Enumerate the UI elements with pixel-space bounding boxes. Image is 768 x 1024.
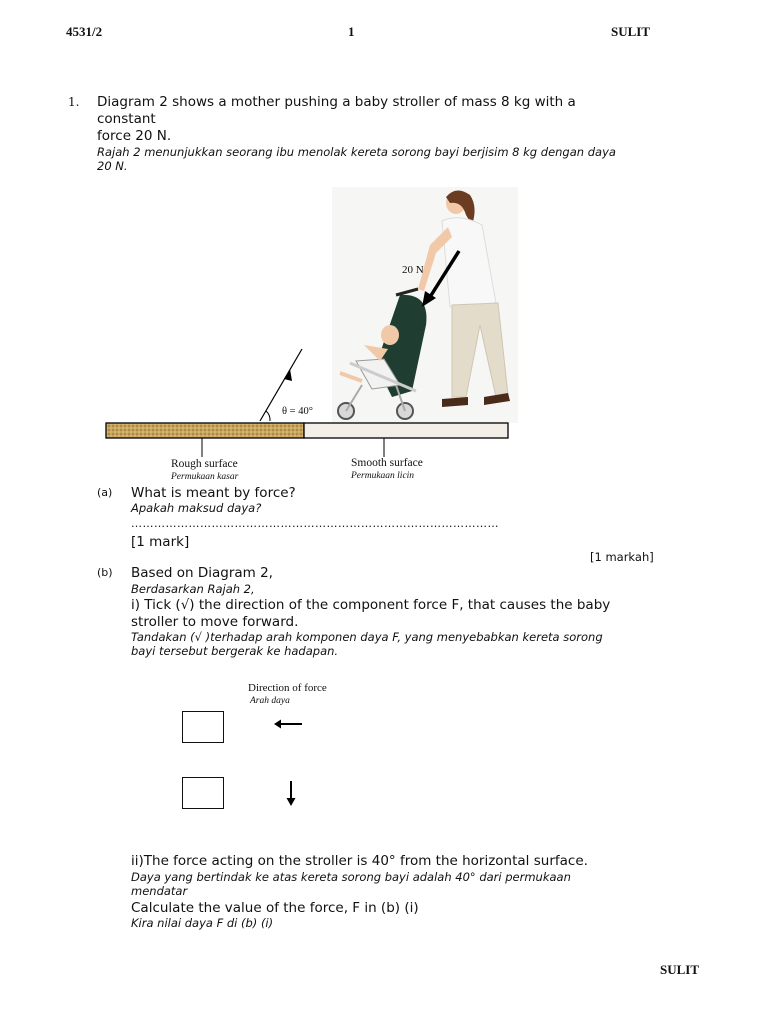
part-b-i-line-1: i) Tick (√) the direction of the component force F, that causes the baby — [131, 597, 611, 613]
tick-box-left[interactable] — [182, 711, 224, 743]
arrow-down-icon — [284, 780, 298, 808]
part-a-question: What is meant by force? — [131, 485, 296, 501]
diagram-stroller — [100, 185, 520, 485]
part-b-line-1: Based on Diagram 2, — [131, 565, 273, 581]
tick-box-down[interactable] — [182, 777, 224, 809]
footer-sulit: SULIT — [660, 962, 700, 977]
intro-line-1: Diagram 2 shows a mother pushing a baby stroller of mass 8 kg with a — [97, 94, 576, 110]
part-b-ii-malay-line-1: Daya yang bertindak ke atas kereta sorong bayi adalah 40° dari permukaan — [131, 870, 571, 884]
part-a-answer-line[interactable]: …………………………………………………………………………………… — [131, 517, 499, 530]
smooth-surface — [304, 423, 508, 438]
part-a-label: (a) — [97, 486, 113, 499]
part-b-label: (b) — [97, 566, 113, 579]
part-b-ii-line-1: ii)The force acting on the stroller is 40° from the horizontal surface. — [131, 853, 588, 869]
force-label: 20 N — [402, 264, 424, 276]
intro-line-2: constant — [97, 111, 156, 127]
part-a-question-malay: Apakah maksud daya? — [131, 501, 262, 515]
rough-surface-label-malay: Permukaan kasar — [171, 472, 239, 482]
rough-surface-label: Rough surface — [171, 458, 238, 470]
smooth-surface-label: Smooth surface — [351, 457, 423, 469]
rough-surface — [106, 423, 304, 438]
direction-title: Direction of force — [248, 682, 327, 694]
header-sulit: SULIT — [611, 24, 651, 39]
part-b-ii-line-2: Calculate the value of the force, F in (b) (i) — [131, 900, 419, 916]
part-a-mark-malay: [1 markah] — [590, 550, 654, 564]
intro-line-3: force 20 N. — [97, 128, 172, 144]
part-b-ii-malay-line-2: mendatar — [131, 884, 188, 898]
angle-label: θ = 40° — [282, 406, 313, 417]
part-b-i-malay-line-2: bayi tersebut bergerak ke hadapan. — [131, 644, 339, 658]
part-a-mark: [1 mark] — [131, 534, 190, 550]
page-number: 1 — [348, 24, 355, 39]
smooth-surface-label-malay: Permukaan licin — [351, 471, 415, 481]
intro-malay-line-2: 20 N. — [97, 159, 128, 173]
paper-code: 4531/2 — [66, 24, 103, 39]
part-b-line-1-malay: Berdasarkan Rajah 2, — [131, 582, 255, 596]
part-b-i-line-2: stroller to move forward. — [131, 614, 299, 630]
direction-title-malay: Arah daya — [250, 696, 290, 706]
question-number: 1. — [68, 95, 80, 109]
part-b-ii-line-2-malay: Kira nilai daya F di (b) (i) — [131, 916, 274, 930]
arrow-left-icon — [272, 717, 304, 731]
part-b-i-malay-line-1: Tandakan (√ )terhadap arah komponen daya F, yang menyebabkan kereta sorong — [131, 630, 603, 644]
intro-malay-line-1: Rajah 2 menunjukkan seorang ibu menolak kereta sorong bayi berjisim 8 kg dengan daya — [97, 145, 616, 159]
